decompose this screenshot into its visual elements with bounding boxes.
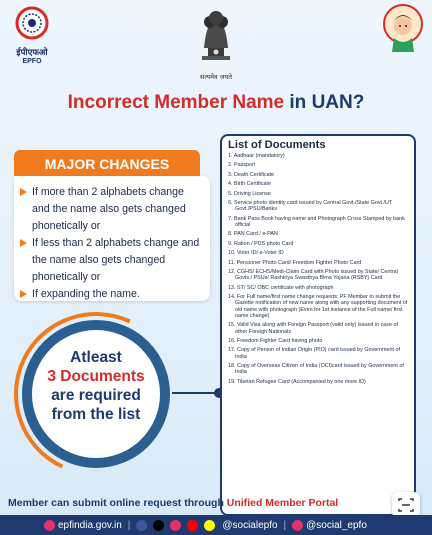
- major-change-item: If less than 2 alphabets change and the name also gets changed phonetically or: [20, 235, 202, 286]
- epfo-hindi-label: ईपीएफओ: [16, 48, 48, 58]
- youtube-icon[interactable]: [187, 520, 198, 531]
- document-item: 3. Death Certificate: [228, 171, 275, 178]
- epfo-label: EPFO: [22, 58, 42, 65]
- social-handle-2[interactable]: @social_epfo: [306, 519, 367, 531]
- social-handle-1[interactable]: @socialepfo: [222, 519, 278, 531]
- website-link[interactable]: epfindia.gov.in: [58, 519, 122, 531]
- mascot-icon: [380, 4, 426, 66]
- document-item: 18. Copy of Overseas Citizen of India (OCI)card issued by Government of India: [228, 363, 404, 376]
- documents-list-heading: List of Documents: [228, 139, 326, 151]
- document-item: 4. Birth Certificate: [228, 181, 271, 188]
- national-emblem: [186, 4, 246, 80]
- document-item: 14. For Full name/first name change requests: PF Member to submit the Gazette notification of new name along with any supporting document of old name with photograph (Even for 1st instance of the Full name/ first name change): [228, 293, 408, 319]
- connector-line: [172, 392, 218, 394]
- document-item: 11. Pensioner Photo Card/ Freedom Fighter Photo Card: [228, 259, 362, 266]
- title-suffix: in UAN?: [284, 92, 365, 113]
- instagram-icon[interactable]: [292, 520, 303, 531]
- documents-list-panel: [220, 134, 416, 516]
- unified-member-portal-link[interactable]: Unified Member Portal: [226, 497, 339, 509]
- facebook-icon[interactable]: [136, 520, 147, 531]
- title-highlight: Incorrect Member Name: [67, 92, 285, 113]
- major-changes-panel: [14, 176, 210, 301]
- globe-icon: [44, 520, 55, 531]
- snapchat-icon[interactable]: [204, 520, 215, 531]
- major-changes-heading: MAJOR CHANGES: [14, 150, 200, 178]
- bullet-triangle-icon: [20, 290, 27, 298]
- footer-message: Member can submit online request through Unified Member Portal: [8, 497, 339, 509]
- epfo-logo: [8, 6, 56, 68]
- bullet-triangle-icon: [20, 239, 27, 247]
- social-icons: [136, 520, 218, 531]
- document-item: 19. Tibetan Refugee Card (Accompanied by one more ID): [228, 378, 366, 385]
- major-change-item: If more than 2 alphabets change and the name also gets changed phonetically or: [20, 184, 202, 235]
- social-bar: [0, 515, 432, 535]
- ashoka-emblem-icon: [194, 4, 238, 66]
- document-item: 2. Passport: [228, 162, 256, 169]
- epfo-badge-icon: [15, 6, 49, 40]
- document-item: 6. Service photo identity card issued by Central Govt./State Govt./UT Govt./PSU/Banks: [228, 199, 393, 213]
- instagram-icon[interactable]: [170, 520, 181, 531]
- document-item: 10. Voter ID/ e-Voter ID: [228, 250, 284, 257]
- document-item: 9. Ration / PDS photo Card: [228, 240, 294, 247]
- emblem-motto: सत्यमेव जयते: [200, 73, 232, 81]
- document-item: 13. ST/ SC/ OBC certificate with photograph: [228, 284, 334, 291]
- header: [0, 0, 432, 86]
- document-item: 16. Freedom Fighter Card having photo: [228, 337, 323, 344]
- document-item: 5. Driving License: [228, 190, 271, 197]
- document-item: 12. CGHS/ ECHS/Medi-Claim Card with Photo issued by State/ Central Govts./ PSUs/ Rashtriya Swasthya Bima Yojana (RSBY) Card: [228, 268, 398, 282]
- divider: |: [283, 519, 287, 531]
- divider: |: [127, 519, 131, 531]
- document-item: 15. Valid Visa along with Foreign Passport (valid only) issued in case of other Foreign Nationals: [228, 322, 398, 335]
- document-item: 17. Copy of Person of Indian Origin (PIO) card issued by Government of India: [228, 347, 400, 360]
- x-icon[interactable]: [153, 520, 164, 531]
- documents-required-text: Atleast 3 Documents are required from the list: [47, 349, 145, 423]
- major-change-item: If expanding the name.: [20, 286, 202, 303]
- bullet-triangle-icon: [20, 188, 27, 196]
- document-item: 8. PAN Card / e-PAN: [228, 231, 278, 238]
- page-title: [0, 92, 432, 114]
- document-item: 7. Bank Pass Book having name and Photograph Cross Stamped by bank official: [228, 215, 405, 228]
- documents-list: [228, 153, 408, 385]
- document-item: 1. Aadhaar (mandatory): [228, 153, 285, 159]
